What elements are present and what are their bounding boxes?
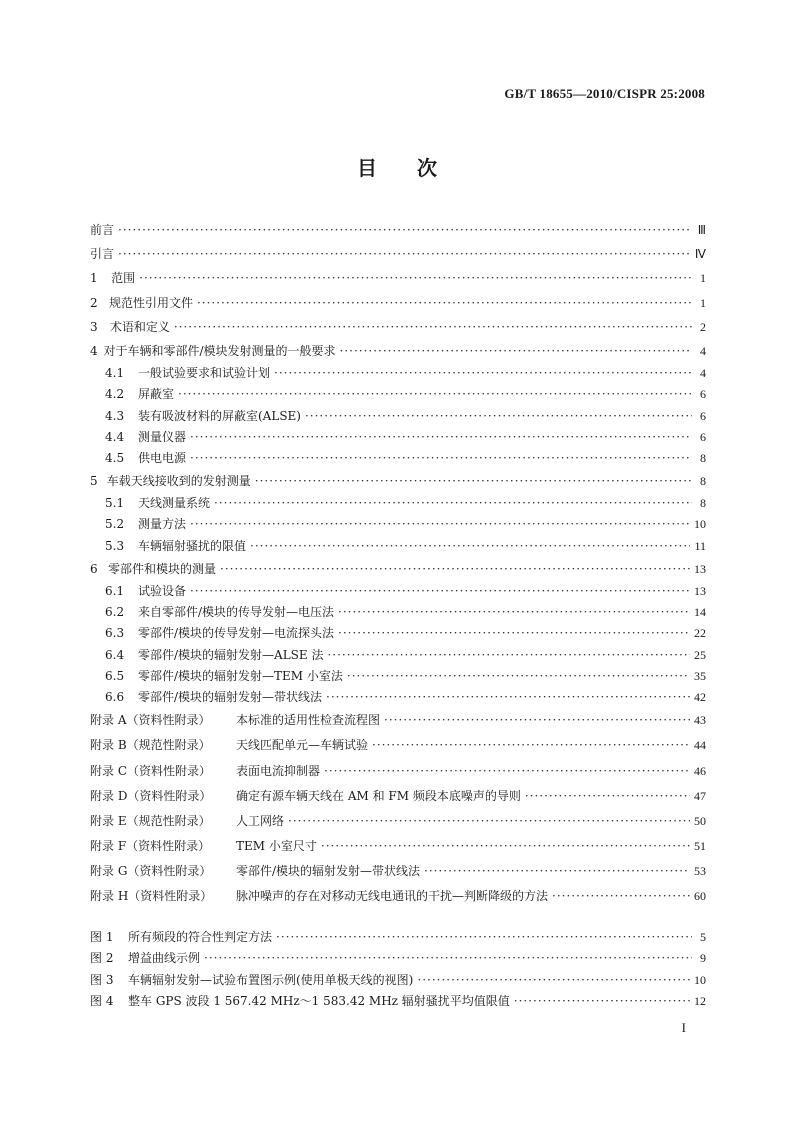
leader-dots — [190, 427, 692, 448]
toc-label: 试验设备 — [138, 584, 187, 598]
toc-entry-section-4-3[interactable] — [90, 406, 706, 427]
toc-label: 确定有源车辆天线在 AM 和 FM 频段本底噪声的导则 — [236, 788, 521, 803]
toc-entry-section-3[interactable] — [90, 315, 706, 339]
toc-entry-appendix-h[interactable] — [90, 884, 706, 909]
toc-entry-section-4-4[interactable] — [90, 427, 706, 448]
toc-label: 测量仪器 — [138, 429, 187, 444]
leader-dots — [347, 666, 690, 687]
toc-label: 人工网络 — [236, 813, 285, 828]
toc-page: 50 — [694, 813, 706, 828]
toc-label: 表面电流抑制器 — [236, 763, 321, 778]
leader-dots — [288, 809, 690, 834]
toc-page: 4 — [700, 366, 706, 381]
toc-label: 屏蔽室 — [138, 387, 175, 402]
toc-page: 4 — [700, 343, 706, 358]
toc-label: 整车 GPS 波段 1 567.42 MHz～1 583.42 MHz 辐射骚扰平均值限值 — [128, 994, 510, 1009]
leader-dots — [190, 448, 692, 469]
toc-page: 11 — [694, 538, 706, 553]
leader-dots — [324, 759, 690, 784]
leader-dots — [118, 218, 692, 242]
toc-page: 6 — [700, 387, 706, 402]
leader-dots — [220, 557, 690, 581]
toc-page: 13 — [694, 561, 706, 576]
toc-entry-appendix-a[interactable] — [90, 708, 706, 733]
toc-page: 42 — [694, 689, 706, 704]
toc-number: 4 — [90, 343, 98, 358]
toc-number: 6.6 — [105, 689, 125, 704]
leader-dots — [255, 469, 692, 493]
toc-number: 附录 F（资料性附录） — [90, 839, 211, 854]
toc-page: 44 — [694, 738, 706, 753]
toc-label: 术语和定义 — [109, 319, 170, 334]
toc-label: 引言 — [90, 247, 115, 262]
toc-number: 附录 C（资料性附录） — [90, 763, 211, 778]
toc-entry-appendix-f[interactable] — [90, 834, 706, 859]
toc-entry-introduction[interactable] — [90, 242, 706, 266]
toc-entry-appendix-b[interactable] — [90, 733, 706, 758]
leader-dots — [372, 733, 690, 758]
toc-page: 10 — [694, 517, 706, 532]
toc-number: 附录 E（规范性附录） — [90, 813, 211, 828]
leader-dots — [178, 384, 692, 405]
toc-number: 5.1 — [105, 496, 125, 511]
toc-number: 附录 H（资料性附录） — [90, 889, 213, 904]
toc-number: 附录 B（规范性附录） — [90, 738, 211, 753]
leader-dots — [190, 514, 690, 535]
toc-label: 脉冲噪声的存在对移动无线电通讯的干扰—判断降级的方法 — [236, 889, 549, 904]
toc-entry-figure-1[interactable] — [90, 927, 706, 949]
leader-dots — [274, 363, 692, 384]
toc-number: 4.3 — [105, 408, 125, 423]
toc-label: 零部件和模块的测量 — [107, 561, 216, 576]
toc-entry-section-4-5[interactable] — [90, 448, 706, 469]
toc-number: 6.1 — [105, 584, 125, 598]
toc-page: Ⅳ — [694, 247, 706, 262]
toc-number: 图 3 — [90, 972, 114, 987]
toc-page: 25 — [694, 647, 706, 662]
leader-dots — [384, 708, 690, 733]
toc-page: 43 — [694, 713, 706, 728]
toc-label: 来自零部件/模块的传导发射—电压法 — [138, 605, 335, 620]
toc-page: 12 — [694, 994, 706, 1009]
toc-label: 零部件/模块的传导发射—电流探头法 — [138, 626, 335, 641]
toc-entry-section-5[interactable] — [90, 469, 706, 493]
toc-entry-section-1[interactable] — [90, 266, 706, 290]
toc-page: 6 — [700, 408, 706, 423]
leader-dots — [197, 291, 692, 315]
toc-entry-section-6-3[interactable] — [90, 623, 706, 644]
toc-label: 范围 — [111, 271, 136, 286]
leader-dots — [250, 536, 690, 557]
leader-dots — [417, 970, 690, 992]
toc-page: 60 — [694, 889, 706, 904]
toc-label: 车载天线接收到的发射测量 — [106, 474, 251, 489]
toc-label: 零部件/模块的辐射发射—带状线法 — [138, 689, 323, 704]
toc-label: 车辆辐射发射—试验布置图示例(使用单极天线的视图) — [128, 972, 414, 987]
toc-number: 4.4 — [105, 429, 125, 444]
leader-dots — [340, 339, 692, 363]
toc-entry-section-5-2[interactable] — [90, 514, 706, 535]
toc-entry-section-6-4[interactable] — [90, 645, 706, 666]
footer-page-number: I — [681, 1020, 686, 1035]
leader-dots — [552, 884, 690, 909]
page-title: 目次 — [357, 156, 477, 180]
section-gap — [90, 910, 706, 927]
toc-page: 46 — [694, 763, 706, 778]
toc-entry-section-6[interactable] — [90, 557, 706, 581]
toc-entry-section-4[interactable] — [90, 339, 706, 363]
leader-dots — [305, 406, 692, 427]
toc-label: 所有频段的符合性判定方法 — [128, 929, 273, 944]
toc-number: 5.3 — [105, 538, 125, 553]
leader-dots — [338, 602, 690, 623]
toc-entry-figure-4[interactable] — [90, 991, 706, 1013]
leader-dots — [204, 948, 692, 970]
toc-page: 14 — [694, 605, 706, 620]
leader-dots — [514, 991, 690, 1013]
toc-page: 2 — [700, 319, 706, 334]
toc-number: 3 — [90, 319, 98, 334]
toc-page: 5 — [700, 929, 706, 944]
toc-entry-figure-2[interactable] — [90, 948, 706, 970]
table-of-contents — [90, 218, 706, 1013]
toc-page: 8 — [700, 450, 706, 465]
toc-page: 13 — [694, 584, 706, 598]
toc-number: 5 — [90, 474, 98, 489]
toc-entry-section-6-6[interactable] — [90, 687, 706, 708]
toc-page: 1 — [700, 295, 706, 310]
toc-page: 22 — [694, 626, 706, 641]
toc-entry-section-6-1[interactable] — [90, 581, 706, 602]
leader-dots — [118, 242, 691, 266]
toc-number: 附录 G（资料性附录） — [90, 864, 212, 879]
toc-label: 天线测量系统 — [138, 496, 211, 511]
toc-number: 图 2 — [90, 951, 114, 966]
toc-number: 6.5 — [105, 668, 125, 683]
toc-page: 53 — [694, 864, 706, 879]
toc-number: 附录 A（资料性附录） — [90, 713, 211, 728]
leader-dots — [174, 315, 692, 339]
toc-label: 规范性引用文件 — [108, 295, 193, 310]
standard-code: GB/T 18655—2010/CISPR 25:2008 — [504, 86, 705, 101]
toc-number: 图 4 — [90, 994, 114, 1009]
toc-label: 前言 — [90, 223, 115, 237]
toc-label: 车辆辐射骚扰的限值 — [138, 538, 247, 553]
toc-entry-appendix-c[interactable] — [90, 759, 706, 784]
toc-entry-appendix-g[interactable] — [90, 859, 706, 884]
toc-label: TEM 小室尺寸 — [236, 839, 317, 854]
toc-number: 4.2 — [105, 387, 125, 402]
toc-entry-section-5-3[interactable] — [90, 536, 706, 557]
toc-entry-figure-3[interactable] — [90, 970, 706, 992]
leader-dots — [424, 859, 690, 884]
toc-page: 8 — [700, 496, 706, 511]
toc-number: 6.2 — [105, 605, 125, 620]
toc-entry-appendix-d[interactable] — [90, 784, 706, 809]
toc-number: 6 — [90, 561, 98, 576]
leader-dots — [338, 623, 690, 644]
toc-page: 9 — [700, 951, 706, 966]
toc-entry-section-4-1[interactable] — [90, 363, 706, 384]
leader-dots — [276, 927, 692, 949]
toc-label: 零部件/模块的辐射发射—带状线法 — [236, 864, 421, 879]
toc-number: 5.2 — [105, 517, 125, 532]
toc-label: 供电电源 — [138, 450, 187, 465]
toc-page: 8 — [700, 474, 706, 489]
leader-dots — [139, 266, 692, 290]
toc-number: 图 1 — [90, 929, 114, 944]
toc-entry-section-4-2[interactable] — [90, 384, 706, 405]
toc-number: 4.5 — [105, 450, 125, 465]
toc-page: 10 — [694, 972, 706, 987]
toc-label: 本标准的适用性检查流程图 — [236, 713, 381, 728]
leader-dots — [326, 687, 690, 708]
toc-page: 1 — [700, 271, 706, 286]
toc-label: 对于车辆和零部件/模块发射测量的一般要求 — [103, 343, 336, 358]
toc-label: 零部件/模块的辐射发射—ALSE 法 — [138, 647, 324, 662]
toc-number: 1 — [90, 271, 98, 286]
toc-page: 35 — [694, 668, 706, 683]
toc-page: Ⅲ — [697, 223, 706, 237]
toc-number: 6.4 — [105, 647, 125, 662]
toc-number: 4.1 — [105, 366, 125, 381]
leader-dots — [214, 493, 692, 514]
toc-number: 附录 D（资料性附录） — [90, 788, 212, 803]
toc-page: 47 — [694, 788, 706, 803]
toc-label: 装有吸波材料的屏蔽室(ALSE) — [138, 408, 301, 423]
leader-dots — [321, 834, 690, 859]
toc-number: 2 — [90, 295, 98, 310]
toc-entry-appendix-e[interactable] — [90, 809, 706, 834]
toc-page: 51 — [694, 839, 706, 854]
leader-dots — [525, 784, 690, 809]
leader-dots — [190, 581, 690, 602]
toc-entry-section-2[interactable] — [90, 291, 706, 315]
toc-page: 6 — [700, 429, 706, 444]
toc-entry-foreword[interactable] — [90, 218, 706, 242]
toc-number: 6.3 — [105, 626, 125, 641]
toc-label: 天线匹配单元—车辆试验 — [236, 738, 369, 753]
toc-label: 测量方法 — [138, 517, 187, 532]
toc-label: 一般试验要求和试验计划 — [138, 366, 271, 381]
toc-entry-section-5-1[interactable] — [90, 493, 706, 514]
toc-label: 零部件/模块的辐射发射—TEM 小室法 — [138, 668, 343, 683]
toc-entry-section-6-2[interactable] — [90, 602, 706, 623]
toc-entry-section-6-5[interactable] — [90, 666, 706, 687]
toc-label: 增益曲线示例 — [128, 951, 201, 966]
leader-dots — [327, 645, 690, 666]
